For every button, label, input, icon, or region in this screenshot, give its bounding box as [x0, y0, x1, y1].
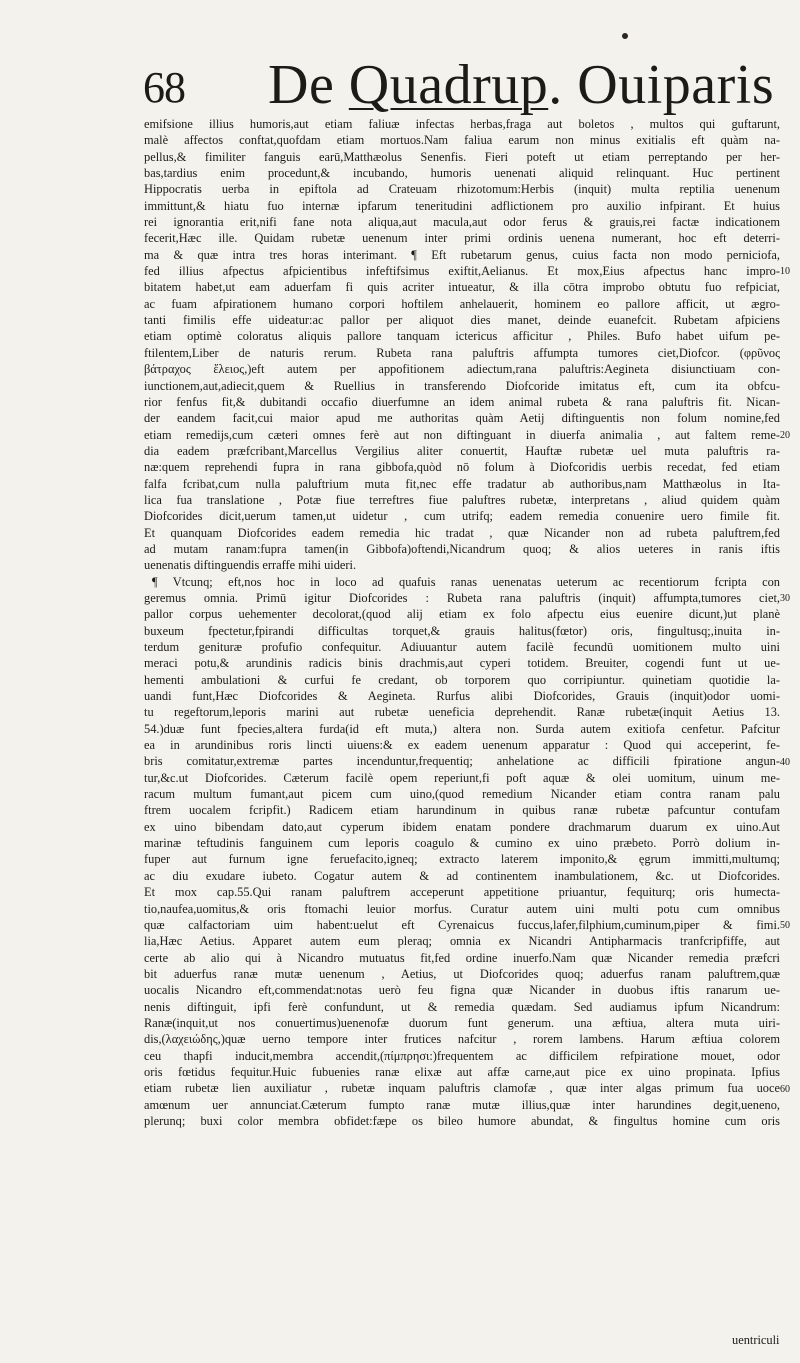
text-line: ac diu exudare iubeto. Cogatur autem & ad continentem inambulationem, &c. ut Diofcorides. [144, 868, 780, 883]
text-line: Et quanquam Diofcorides eadem remedia hic tradat , quæ Nicander non ad rubeta paluftrem,fed [144, 525, 780, 540]
text-line: meraci potu,& arundinis radicis binis drachmis,aut cyperi totidem. Breuiter, cogendi funt ut ue- [144, 656, 780, 671]
text-line: iunctionem,aut,adiecit,quem & Ruellius in transferendo Diofcoride imitatus eft, cum ita obfcu- [144, 378, 780, 393]
text-line: lia,Hæc Aetius. Apparet autem eum pleraq; omnia ex Nicandri Antipharmacis tranfcripfiffe, aut [144, 934, 780, 949]
margin-line-number: 20 [780, 429, 790, 441]
text-line: pallor corpus uehementer decolorat,(quod alij etiam ex folo afpectu eius euenire dicunt,)ut planè [144, 607, 780, 622]
text-line: dia eadem præfcribant,Marcellus Vergilius aliter conuertit, Hauftæ rubetæ uel muta paluftris ra- [144, 443, 780, 458]
margin-line-number: 10 [780, 266, 790, 278]
running-head-part: De [268, 54, 349, 116]
text-line: fuper aut furnum igne feruefacito,igneq; extracto laterem imponito,& ęgrum immitti,multumq; [144, 852, 780, 867]
running-head [268, 54, 775, 116]
running-head-part: Quadrup [348, 54, 549, 116]
text-line: tu regeftorum,leporis marini aut rubetæ ueneficia deprehendit. Ranæ rubetæ(inquit Aetius 13. [144, 705, 780, 720]
text-line: dis,(λαχειώδης,)quæ uerno tempore inter frutices nafcitur , rorem lambens. Harum æftiua colorem [144, 1032, 780, 1047]
text-line: fed illius afpectus afpicientibus infeftifsimus exiftit,Aelianus. Et mox,Eius afpectus hanc impro- [144, 264, 780, 279]
text-line: buxeum fpectetur,fpirandi difficultas torquet,& grauis halitus(fœtor) oris, fingultusq;,inuita in- [144, 623, 780, 638]
text-line: etiam remedijs,cum cæteri omnes ferè aut non diftinguant in diuerfa animalia , aut faltem reme- [144, 427, 780, 442]
page-number: 68 [143, 63, 185, 112]
text-line: etiam rubetæ lien auxiliatur , rubetæ inquam paluftris clamofæ , quæ inter algas primum fua uoce [144, 1081, 780, 1096]
text-line: nenis diftinguit, ipfi ferè confundunt, ut & remedia quædam. Sed audiamus ipfum Nicandrum: [144, 999, 780, 1014]
text-line: ma & quæ intra tres horas interimant. ¶ Eft rubetarum genus, cuius facta non modo perniciofa, [144, 247, 780, 262]
text-line: etiam optimè coloratus aliquis pallore tanquam ictericus afficitur , Philes. Bufo habet uifum pe- [144, 329, 780, 344]
text-line: βάτραχος ἕλειος,)eft autem per appofitionem adiectum,rana paluftris:Aegineta disiunctiuam con- [144, 362, 780, 377]
text-line: pellus,& fimiliter fanguis earū,Matthæolus Senenfis. Fieri poteft ut etiam perreptando per her- [144, 149, 780, 164]
text-line: tur,&c.ut Diofcorides. Cæterum facilè opem reperiunt,fi poft aquæ & olei uomitum, uinum me- [144, 770, 780, 785]
text-line: 54.)duæ funt fpecies,altera furda(id eft muta,) altera non. Surda autem exitiofa cenfetur. Pafcitur [144, 721, 780, 736]
text-line: falfa fcribat,cum nulla paluftrium muta fit,nec effe tradatur ab authoribus,nam Matthæolus in Ita- [144, 476, 780, 491]
text-line: malè affectos conftat,quofdam etiam mortuos.Nam faliua earum non minus exitialis eft quàm na- [144, 133, 780, 148]
text-line: ad mutam ranam:fupra tamen(in Gibbofa)oftendi,Nicandrum quoq; & alios ueteres in ranis iftis [144, 541, 780, 556]
margin-line-number: 40 [780, 756, 790, 768]
text-line: marinæ teftudinis fanguinem cum leporis coagulo & cumino ex uino præbeto. Porrò dolium in- [144, 836, 780, 851]
margin-line-number: 30 [780, 593, 790, 605]
catchword: uentriculi [732, 1333, 780, 1347]
text-line: ¶ Vtcunq; eft,nos hoc in loco ad quafuis ranas uenenatas ueterum ac recentiorum fcripta con [152, 574, 780, 589]
text-line: næ:quem reprehendi fupra in rana gibbofa,quòd nō folum à Diofcoridis uerbis recedat, fed etiam [144, 460, 780, 475]
text-line: uocalis Nicandro eft,commendat:notas uerò feu figna quæ Nicander in duobus iftis ranarum ue- [144, 983, 780, 998]
text-line: der eandem facit,cui maior apud me authoritas quàm Aetij diftinguentis non folum nomine,fed [144, 411, 780, 426]
running-head-part: . Ouiparis [548, 54, 775, 116]
printer-mark [622, 33, 628, 39]
text-line: tio,naufea,uomitus,& oris ftomachi leuior morfus. Curatur autem uini multi potu cum omnibus [144, 901, 780, 916]
text-line: bitatem habet,ut eam aduerfam fi quis acriter intueatur, & illa cōtra improbo obtutu fuo refpiciat, [144, 280, 780, 295]
text-line: ceu thapfi inducit,membra accendit,(πίμπρησι:)frequentem ac difficilem refpiratione mouet, odor [144, 1048, 780, 1063]
text-line: bas,tardius enim procedunt,& incubando, humoris uenenati aliquid relinquant. Huc pertinent [144, 166, 780, 181]
text-line: Ranæ(inquit,ut nos conuertimus)uenenofæ duorum funt generum. una æftiua, altera muta uiri- [144, 1015, 780, 1030]
text-line: emifsione illius humoris,aut etiam faliuæ infectas herbas,fraga aut boletos , multos qui guftarunt, [144, 117, 780, 131]
text-line: ex uino bibendam dato,aut cyperum ibidem enatam pondere drachmarum duarum ex uino.Aut [144, 819, 780, 834]
text-line: certe ab alio qui à Nicandro mutuatus fit,fed ordine inuerfo.Nam quæ Nicander remedia præfcri [144, 950, 780, 965]
text-line: plerunq; buxi color membra obfidet:fæpe os bileo humore abundat, & fingultus homine cum oris [144, 1113, 780, 1128]
text-line: rior fenfus fit,& dubitandi occafio diuerfumne an idem animal rubeta & rana paluftris fit. Nican- [144, 394, 780, 409]
text-line: ea in arundinibus roris lincti uiuens:& ex eadem uenenum apparatur : Quod qui acceperint, fe- [144, 738, 780, 753]
body-text [144, 116, 780, 1129]
text-line: bit aduerfus ranæ mutæ uenenum , Aetius, ut Diofcorides quoq; aduerfus ranam paluftrem,quæ [144, 966, 780, 981]
text-line: hementi ambulationi & curfui fe credant, ob torporem quo corripiuntur. quinetiam quotidie la- [144, 672, 780, 687]
text-line: ftrem uocalem fcripfit.) Radicem etiam harundinum in quibus ranæ rubetæ pafcuntur contufam [144, 803, 780, 818]
text-line: immittunt,& hiatu fuo internæ ipfarum teneritudini adflictionem pro auxilio infpirant. Et huius [144, 198, 780, 213]
text-line: rei ignorantia erit,nifi fane nota aliqua,aut macula,aut odor ferus & grauis,rei factæ indicationem [144, 215, 780, 230]
margin-line-number: 60 [780, 1083, 790, 1095]
text-line: tanti fimilis effe uideatur:ac pallor per aliquot dies manet, deinde euanefcit. Rubetam afpiciens [144, 313, 780, 328]
text-line: racum multum fumant,aut picem cum uino,(quod remedium Nicander etiam contra ranam palu [144, 787, 780, 802]
text-line: Et mox cap.55.Qui ranam paluftrem acceperunt appetitione priuantur, fequiturq; oris humecta- [144, 885, 780, 900]
text-line: fecerit,Hæc ille. Quidam rubetæ uenenum inter primi ordinis uenena numerant, hoc eft deterri- [144, 231, 780, 246]
text-line: Hippocratis uerba in epiftola ad Crateuam rhizotomum:Herbis (inquit) multa reptilia uenenum [144, 182, 780, 197]
text-line: lica fua translatione , Potæ fiue terreftres fiue paluftres rubetæ, interpretans , aliud quidem quàm [144, 492, 780, 507]
text-line: amœnum uer annunciat.Cæterum fumpto ranæ mutæ illius,quæ inter harundines degit,ueneno, [144, 1097, 780, 1112]
text-line: terdum genituræ profufio confequitur. Adiuuantur autem facilè fecundū uomitionem multo uini [144, 640, 780, 654]
text-line: uandi funt,Hæc Diofcorides & Aegineta. Rurfus alibi Diofcorides, Grauis (inquit)odor uomi- [144, 689, 780, 704]
text-line: geremus omnia. Primū igitur Diofcorides : Rubeta rana paluftris (inquit) affumpta,tumores ciet, [144, 590, 780, 605]
text-line: quæ calfactoriam uim habent:uelut eft Cyrenaicus fuccus,lafer,filphium,cuminum,piper & fimi. [144, 917, 780, 932]
text-line: Diofcorides dicit,uerum tamen,ut uidetur , cum utrifq; eadem remedia conuenire uero fimile fit. [144, 509, 780, 524]
text-line: oris fœtidus fequitur.Huic fubuenies ranæ elixæ aut affæ carne,aut pice ex uino propinata. Ipfius [144, 1064, 780, 1079]
margin-line-number: 50 [780, 920, 790, 932]
text-line: bris comitatur,extremæ partes incenduntur,frequentiq; anhelatione ac difficili fpiratione angun- [144, 754, 780, 769]
text-line: ftilentem,Liber de naturis rerum. Rubeta rana paluftris affumpta tumores ciet,Diofcor. (φρῦνος [144, 345, 780, 360]
text-line: ac fuam afpirationem humano corpori hoftilem anhelauerit, hominem eo pallore afficit, ut ægro- [144, 296, 780, 311]
text-line: uenenatis diftinguendis erraffe mihi uideri. [144, 558, 357, 573]
